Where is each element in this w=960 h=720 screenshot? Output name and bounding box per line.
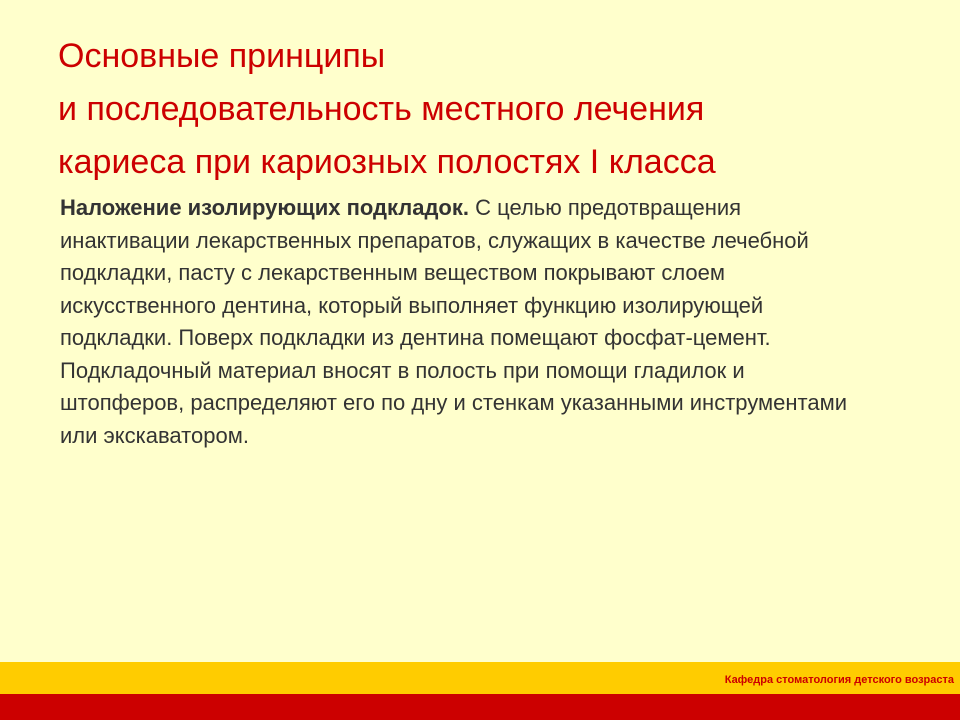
body-lead: Наложение изолирующих подкладок.: [60, 195, 469, 220]
footer-label: Кафедра стоматология детского возраста: [724, 674, 954, 686]
slide-title: [58, 30, 918, 189]
title-line-2: и последовательность местного лечения: [58, 90, 705, 128]
footer-stripe: [0, 694, 960, 720]
body-paragraph: [60, 192, 860, 452]
body-text: С целью предотвращения инактивации лекарственных препаратов, служащих в качестве лечебной подкладки, пасту с лекарственным веществом покрывают слоем искусственного дентина, который выполняет функцию изолирующей подкладки. Поверх подкладки из дентина помещают фосфат-цемент. Подкладочный материал вносят в полость при помощи гладилок и штопферов, распределяют его по дну и стенкам указанными инструментами или экскаватором.: [60, 195, 847, 448]
title-line-3: кариеса при кариозных полостях I класса: [58, 143, 716, 181]
title-line-1: Основные принципы: [58, 37, 386, 75]
